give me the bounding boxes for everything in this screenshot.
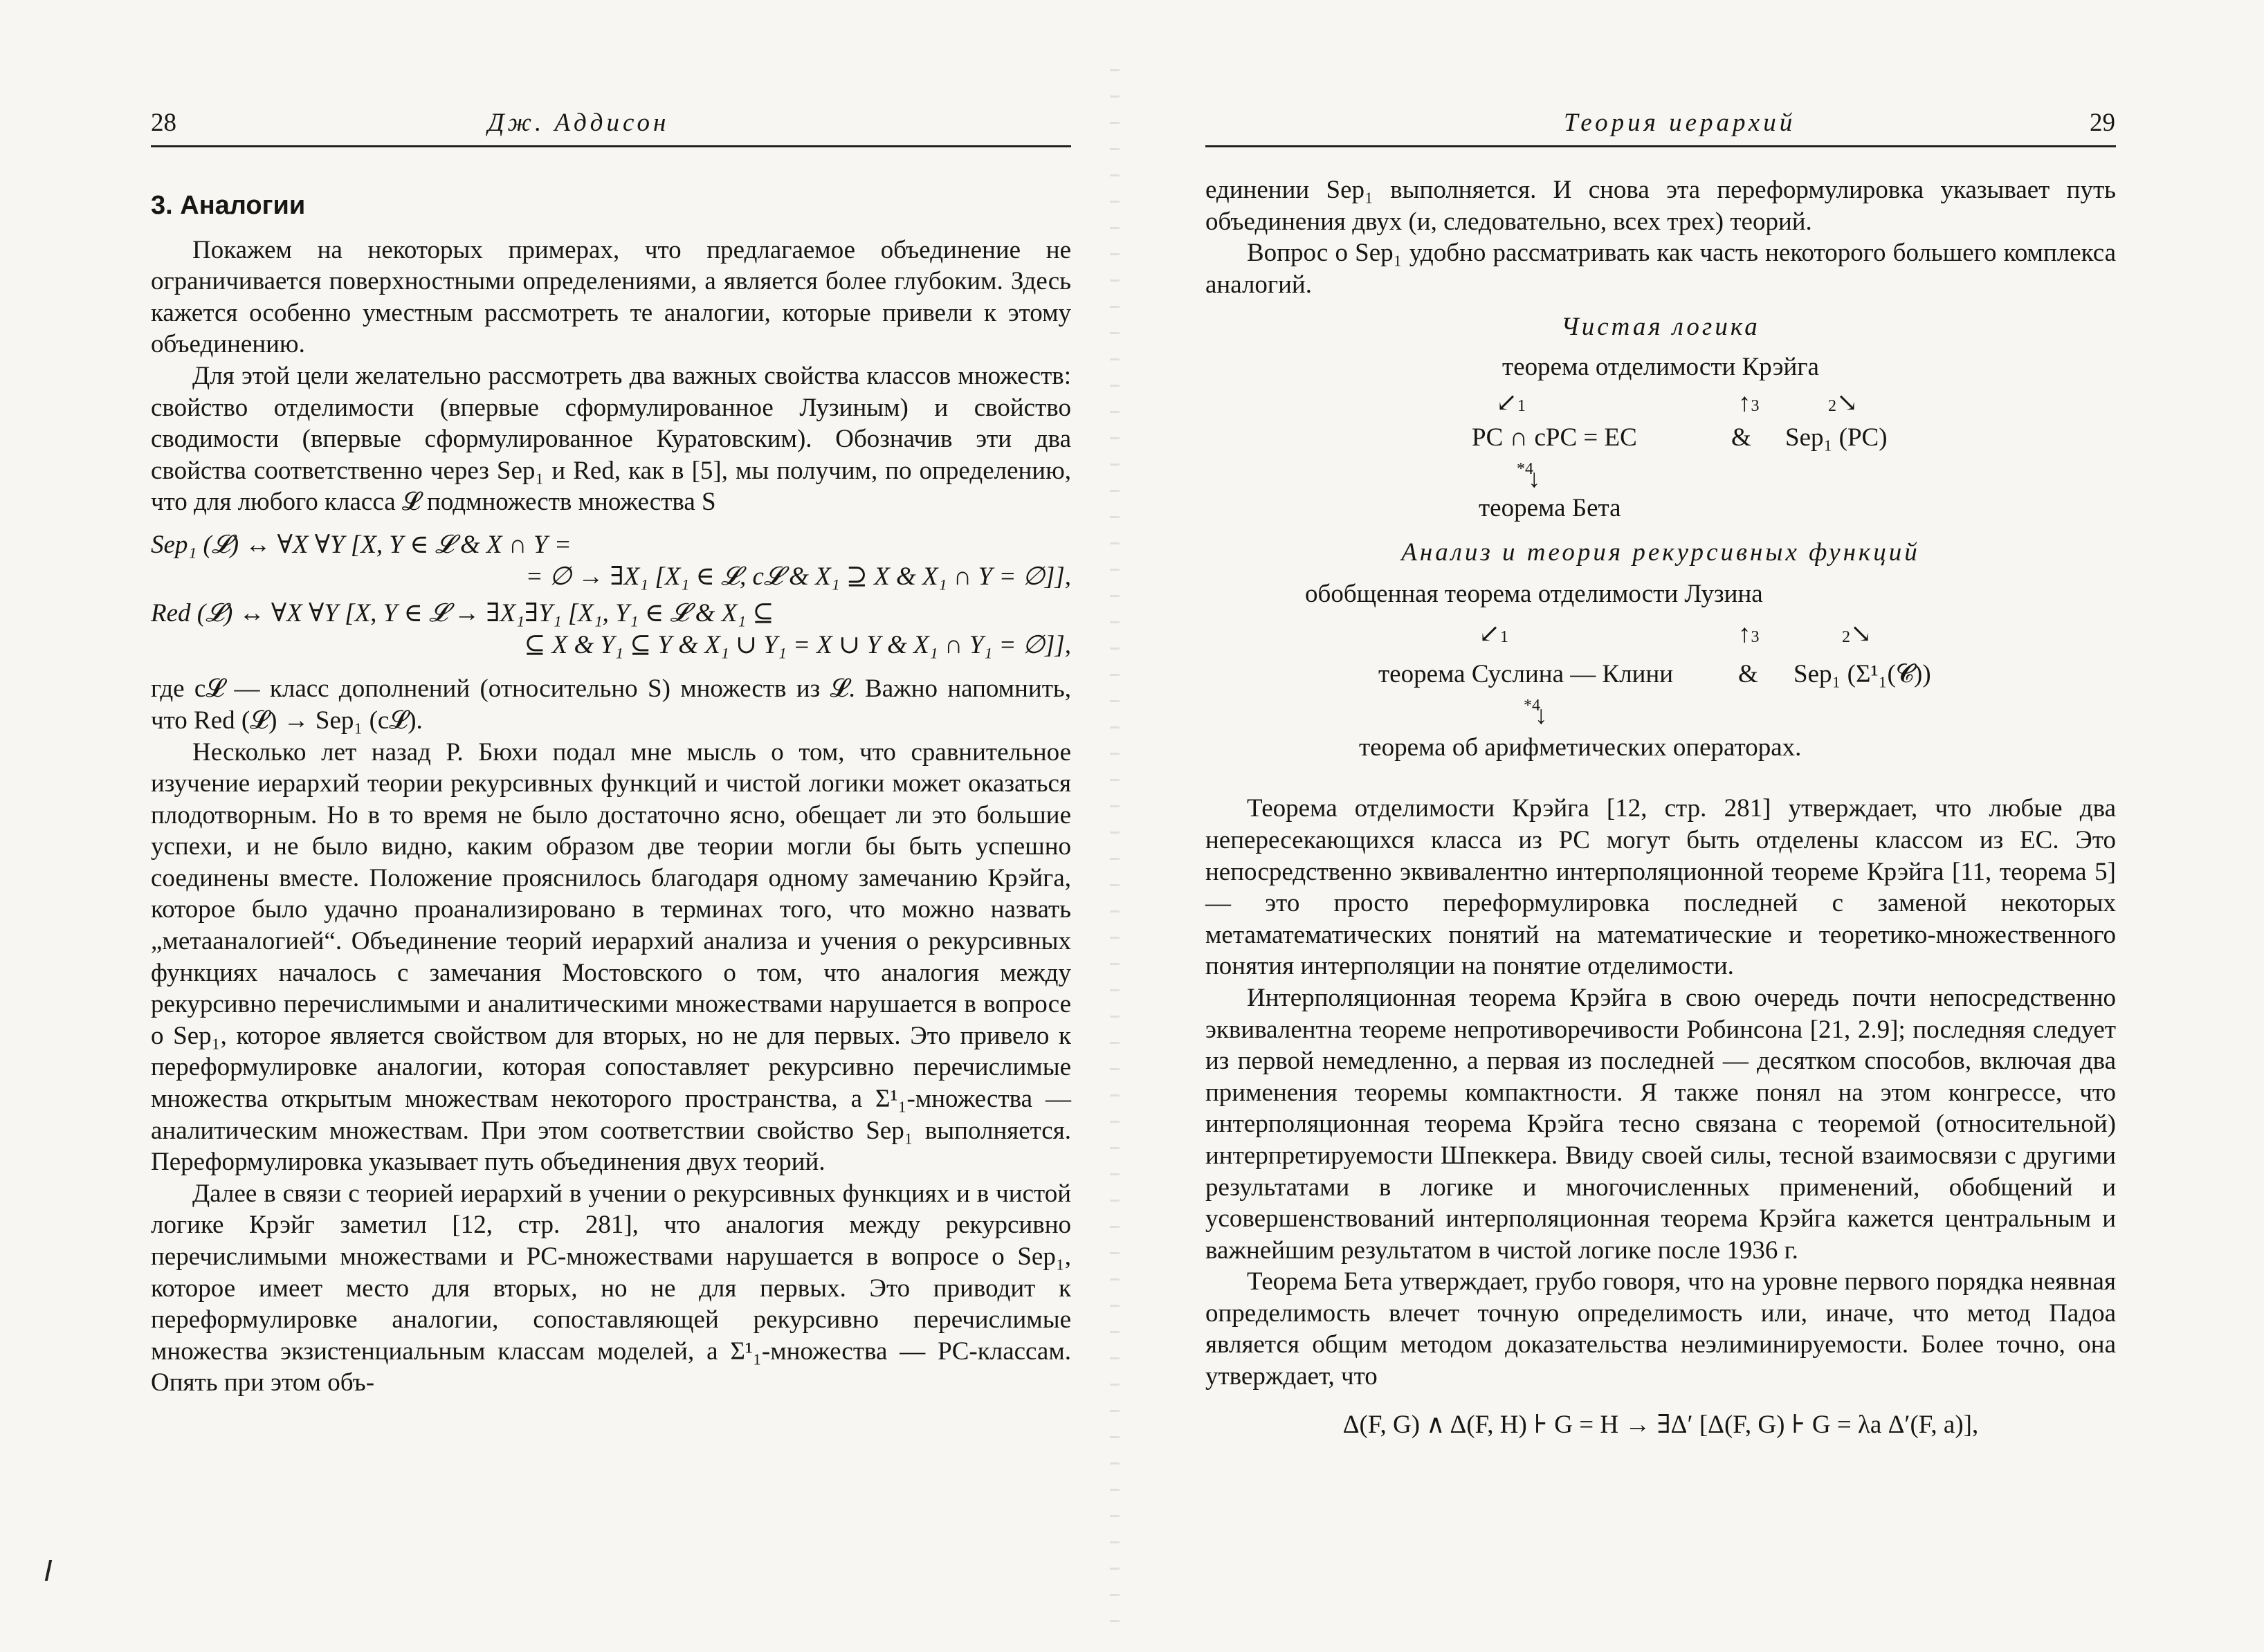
left-page-number: 28 — [151, 109, 176, 137]
right-running-head — [1121, 104, 2264, 145]
left-header-rule — [151, 145, 1071, 147]
diagram-1-bottom: теорема Бета — [1479, 494, 1621, 523]
formula-red-line-1: Red (𝓛) ↔ ∀X ∀Y [X, Y ∈ 𝓛 → ∃X₁∃Y₁ [X₁, Y₁ ∈ 𝓛 & X₁ ⊆ — [151, 599, 774, 628]
left-paragraph-1: Покажем на некоторых примерах, что предлагаемое объединение не ограничивается поверхностными определениями, а является более глубоким. Здесь кажется особенно уместным рассмотреть те аналогии, которые привели к этому объединению. — [151, 235, 1071, 359]
left-running-head — [0, 104, 1121, 145]
left-page — [0, 0, 1121, 1652]
left-column — [151, 190, 1071, 1399]
formula-sep — [151, 529, 1071, 592]
right-running-title: Теория иерархий — [1564, 109, 1796, 137]
right-paragraph-1: единении Sep₁ выполняется. И снова эта переформулировка указывает путь объединения двух (и, следовательно, всех трех) теорий. — [1205, 176, 2116, 236]
formula-beth: Δ(F, G) ∧ Δ(F, H) ⊦ G = H → ∃Δ′ [Δ(F, G) ⊦ G = λa Δ′(F, a)], — [1342, 1410, 1979, 1439]
diagram-2-heading: Анализ и теория рекурсивных функций — [1401, 538, 1920, 567]
diagram-1-heading: Чистая логика — [1561, 313, 1760, 342]
section-heading: 3. Аналогии — [151, 191, 306, 220]
diagram-pure-logic: Чистая логика теорема отделимости Крэйга ↙1 ↑3 2↘ PC ∩ cPC = EC & Sep₁ (PC) *4 ↓ теорема Бета — [1205, 311, 2116, 526]
diagram-2-amp: & — [1738, 660, 1758, 689]
right-page — [1121, 0, 2264, 1652]
right-paragraph-2: Вопрос о Sep₁ удобно рассматривать как часть некоторого большего комплекса аналогий. — [1205, 239, 2116, 299]
right-paragraph-3: Теорема отделимости Крэйга [12, стр. 281] утверждает, что любые два непересекающихся класса из PC могут быть отделены классом из EC. Это непосредственно эквивалентно интерполяционной теореме Крэйга [11, теорема 5] — это просто переформулировка последней с заменой некоторых метаматематических понятий на математические и теоретико-множественного понятия интерполяции на понятие отделимости. — [1205, 794, 2116, 981]
right-paragraph-4: Интерполяционная теорема Крэйга в свою очередь почти непосредственно эквивалентна теореме непротиворечивости Робинсона [21, 2.9]; последняя следует из первой немедленно, а первая из последней — десятком способов, включая два применения теоремы компактности. Я также понял на этом конгрессе, что интерполяционная теорема Крэйга тесно связана с теоремой (относительной) интерпретируемости Шпеккера. Ввиду своей силы, тесной взаимосвязи с другими результатами в логике и многочисленных применений, обобщений и усовершенствований интерполяционная теорема Крэйга кажется центральным и важнейшим результатом в чистой логике после 1936 г. — [1205, 983, 2116, 1265]
diagram-1-arrow-3: ↑3 — [1738, 389, 1760, 418]
right-header-rule — [1205, 145, 2116, 147]
diagram-2-arrows — [1205, 618, 2116, 660]
left-running-title: Дж. Аддисон — [488, 109, 670, 137]
right-column — [1205, 174, 2116, 1440]
left-paragraph-4: Несколько лет назад Р. Бюхи подал мне мысль о том, что сравнительное изучение иерархий теории рекурсивных функций и чистой логики может оказаться плодотворным. Но в то время не было достаточно ясно, обещает ли это большие успехи, и не было видно, каким образом две теории могли бы быть успешно соединены вместе. Положение прояснилось благодаря одному замечанию Крэйга, которое было удачно проанализировано в терминах того, что можно назвать „метааналогией“. Объединение теорий иерархий анализа и учения о рекурсивных функциях началось с замечания Мостовского о том, что аналогия между рекурсивно перечислимыми и аналитическими множествами нарушается в вопросе о Sep₁, которое является свойством для вторых, но не для первых. Это привело к переформулировке аналогии, которая сопоставляет рекурсивно перечислимые множества открытым множествам некоторого пространства, а Σ¹₁-множества — аналитическим множествам. При этом соответствии свойство Sep₁ выполняется. Переформулировка указывает путь объединения двух теорий. — [151, 737, 1071, 1177]
diagram-1-middle-right: Sep₁ (PC) — [1785, 423, 1888, 452]
diagram-1-arrow-2: 2↘ — [1828, 389, 1859, 418]
formula-red-line-2: ⊆ X & Y₁ ⊆ Y & X₁ ∪ Y₁ = X ∪ Y & X₁ ∩ Y₁ = ∅]], — [524, 630, 1071, 659]
diagram-2-middle-left: теорема Суслина — Клини — [1378, 660, 1674, 689]
diagram-1-middle-left: PC ∩ cPC = EC — [1472, 423, 1637, 452]
formula-red — [151, 598, 1071, 661]
diagram-1-arrows — [1205, 387, 2116, 429]
left-paragraph-5: Далее в связи с теорией иерархий в учении о рекурсивных функциях и в чистой логике Крэйг заметил [12, стр. 281], что аналогия между рекурсивно перечислимыми множествами и PC-множествами нарушается в вопросе о Sep₁, которое имеет место для вторых, но не для первых. Это приводит к переформулировке аналогии, сопоставляющей рекурсивно перечислимые множества экзистенциальным классам моделей, а Σ¹₁-множества — PC-классам. Опять при этом объ- — [151, 1179, 1071, 1397]
diagram-2-middle-right: Sep₁ (Σ¹₁(𝓒)) — [1793, 660, 1931, 689]
formula-sep-line-1: Sep₁ (𝓛) ↔ ∀X ∀Y [X, Y ∈ 𝓛 & X ∩ Y = — [151, 530, 572, 559]
left-paragraph-3: где c𝓛 — класс дополнений (относительно S) множеств из 𝓛. Важно напомнить, что Red (𝓛) → Sep₁ (c𝓛). — [151, 674, 1071, 735]
diagram-2-arrow-2: 2↘ — [1842, 620, 1872, 649]
right-page-number: 29 — [2090, 109, 2115, 137]
diagram-1-arrow-1: ↙1 — [1496, 389, 1526, 418]
diagram-2-arrow-1: ↙1 — [1479, 620, 1509, 649]
diagram-2-arrow-3: ↑3 — [1738, 620, 1760, 649]
diagram-analysis: Анализ и теория рекурсивных функций обобщенная теорема отделимости Лузина ↙1 ↑3 2↘ теорема Суслина — Клини & Sep₁ (Σ¹₁(𝓒)) *4 ↓ теорема об арифметических операторах. — [1205, 537, 2116, 786]
formula-sep-line-2: = ∅ → ∃X₁ [X₁ ∈ 𝓛, c𝓛 & X₁ ⊇ X & X₁ ∩ Y = ∅]], — [525, 562, 1071, 591]
left-paragraph-2: Для этой цели желательно рассмотреть два важных свойства классов множеств: свойство отделимости (впервые сформулированное Лузиным) и свойство сводимости (впервые сформулированное Куратовским). Обозначив эти два свойства соответственно через Sep₁ и Red, как в [5], мы получим, по определению, что для любого класса 𝓛 подмножеств множества S — [151, 361, 1071, 517]
diagram-1-top: теорема отделимости Крэйга — [1502, 353, 1819, 382]
right-paragraph-5: Теорема Бета утверждает, грубо говоря, что на уровне первого порядка неявная определимость влечет точную определимость или, иначе, что метод Падоа является общим методом доказательства неэлиминируемости. Более точно, она утверждает, что — [1205, 1267, 2116, 1391]
diagram-2-bottom: теорема об арифметических операторах. — [1359, 733, 1802, 762]
diagram-1-amp: & — [1731, 423, 1751, 452]
diagram-2-top: обобщенная теорема отделимости Лузина — [1305, 580, 1763, 609]
